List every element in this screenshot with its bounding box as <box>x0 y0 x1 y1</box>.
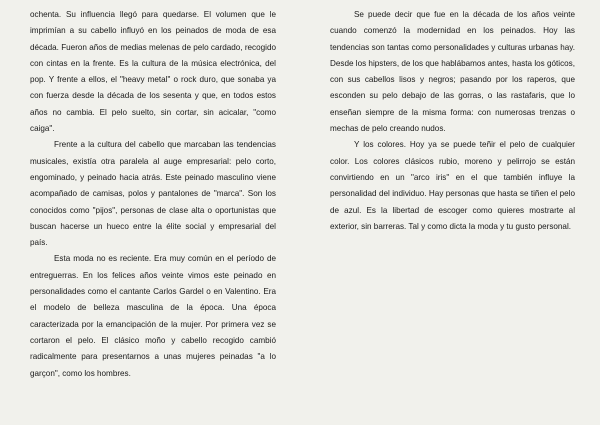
left-paragraph-2: Frente a la cultura del cabello que marcaban las tendencias musicales, existía otra paralela al auge empresarial: pelo corto, engominado, y peinado hacia atrás. Este peinado masculino viene acompañado de camisas, polos y pantalones de "marca". Son los conocidos como "pijos", personas de clase alta o oportunistas que buscan hacerse un hueco entre la élite social y empresarial del país. <box>30 140 276 248</box>
right-paragraph-2: Y los colores. Hoy ya se puede teñir el pelo de cualquier color. Los colores clásicos rubio, moreno y pelirrojo se están convirtiendo en un "arco iris" en el que también influye la personalidad del individuo. Hay personas que hasta se tiñen el pelo de azul. Es la libertad de escoger como quieres mostrarte al exterior, sin barreras. Tal y como dicta la moda y tu gusto personal. <box>330 140 575 231</box>
left-paragraph-3: Esta moda no es reciente. Era muy común en el período de entreguerras. En los felices años veinte vimos este peinado en personalidades como el cantante Carlos Gardel o en Valentino. Era el modelo de belleza masculina de la época. Una época caracterizada por la emancipación de la mujer. Por primera vez se cortaron el pelo. El clásico moño y cabello recogido cambió radicalmente para presentarnos a unas mujeres peinadas "a lo garçon", como los hombres. <box>30 254 276 378</box>
right-page <box>300 0 600 425</box>
left-paragraph-1: ochenta. Su influencia llegó para quedarse. El volumen que le imprimían a su cabello influyó en los peinados de moda de esa década. Fueron años de medias melenas de pelo cardado, recogido con cintas en la frente. Es la cultura de la música electrónica, del pop. Y frente a ellos, el "heavy metal" o rock duro, que sonaba ya con fuerza desde la década de los sesenta y que, en todos estos años no cambia. El pelo suelto, sin cortar, sin acicalar, "como caiga". <box>30 10 276 134</box>
right-paragraph-1: Se puede decir que fue en la década de los años veinte cuando comenzó la modernidad en los peinados. Hoy las tendencias son tantas como personalidades y culturas urbanas hay. Desde los hipsters, de los que hablábamos antes, hasta los góticos, con sus cabellos lisos y negros; pasando por los raperos, que esconden su pelo debajo de las gorras, o las rastafaris, que lo enseñan siempre de la misma forma: con numerosas trenzas o mechas de pelo creando nudos. <box>330 10 575 134</box>
